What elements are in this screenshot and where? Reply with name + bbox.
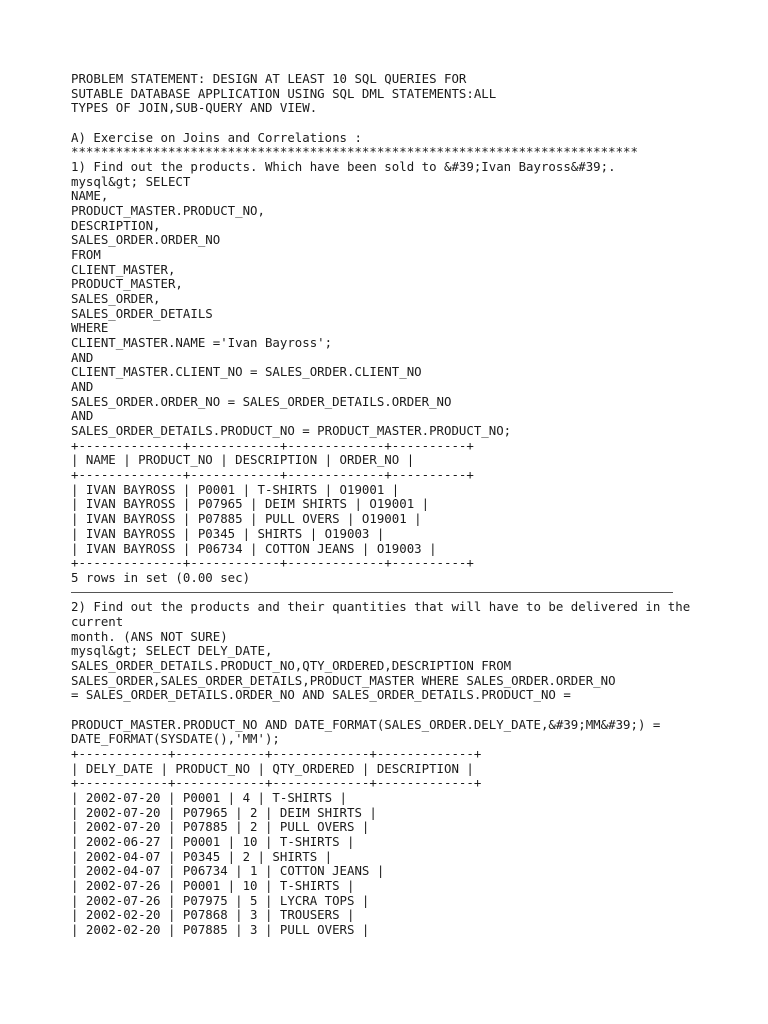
sql-line: FROM — [71, 247, 101, 263]
table-row: | IVAN BAYROSS | P0001 | T-SHIRTS | O19001 | — [71, 481, 400, 497]
table-row: | 2002-06-27 | P0001 | 10 | T-SHIRTS | — [71, 833, 355, 849]
query1-question: 1) Find out the products. Which have been sold to &#39;Ivan Bayross&#39;. — [71, 159, 616, 175]
sql-line: DATE_FORMAT(SYSDATE(),'MM'); — [71, 731, 280, 747]
table-row: | 2002-07-26 | P0001 | 10 | T-SHIRTS | — [71, 877, 355, 893]
sql-line: CLIENT_MASTER, — [71, 261, 176, 277]
table-row: | 2002-07-20 | P0001 | 4 | T-SHIRTS | — [71, 789, 348, 805]
sql-line: mysql&gt; SELECT — [71, 173, 191, 189]
sql-line: AND — [71, 349, 94, 365]
sql-line: SALES_ORDER.ORDER_NO = SALES_ORDER_DETAILS.ORDER_NO — [71, 393, 452, 409]
table-row: | 2002-07-20 | P07885 | 2 | PULL OVERS | — [71, 819, 370, 835]
sql-line: SALES_ORDER, — [71, 291, 161, 307]
table-border: +--------------+------------+-------------+----------+ — [71, 467, 474, 483]
table-row: | IVAN BAYROSS | P07965 | DEIM SHIRTS | O19001 | — [71, 496, 430, 512]
table-row: | 2002-02-20 | P07868 | 3 | TROUSERS | — [71, 907, 355, 923]
table-border: +------------+------------+-------------+-------------+ — [71, 775, 482, 791]
query2-question-line-3: month. (ANS NOT SURE) — [71, 628, 228, 644]
table-row: | 2002-04-07 | P06734 | 1 | COTTON JEANS | — [71, 863, 385, 879]
query2-question-line-2: current — [71, 613, 124, 629]
sql-line: mysql&gt; SELECT DELY_DATE, — [71, 643, 273, 659]
sql-line: NAME, — [71, 188, 109, 204]
sql-line: WHERE — [71, 320, 109, 336]
blank-line — [71, 116, 711, 131]
problem-statement-line-3: TYPES OF JOIN,SUB-QUERY AND VIEW. — [71, 100, 318, 116]
sql-line: SALES_ORDER_DETAILS — [71, 305, 213, 321]
sql-line: PRODUCT_MASTER, — [71, 276, 183, 292]
sql-line: AND — [71, 379, 94, 395]
table-border: +------------+------------+-------------+-------------+ — [71, 745, 482, 761]
sql-line: = SALES_ORDER_DETAILS.ORDER_NO AND SALES_ORDER_DETAILS.PRODUCT_NO = — [71, 687, 571, 703]
sql-line: CLIENT_MASTER.NAME ='Ivan Bayross'; — [71, 335, 333, 351]
sql-line: DESCRIPTION, — [71, 217, 161, 233]
table-header: | DELY_DATE | PRODUCT_NO | QTY_ORDERED | DESCRIPTION | — [71, 760, 474, 776]
blank-line — [71, 703, 711, 718]
table-border: +--------------+------------+-------------+----------+ — [71, 437, 474, 453]
sql-line: SALES_ORDER,SALES_ORDER_DETAILS,PRODUCT_MASTER WHERE SALES_ORDER.ORDER_NO — [71, 672, 616, 688]
problem-statement-line-2: SUTABLE DATABASE APPLICATION USING SQL DML STATEMENTS:ALL — [71, 85, 497, 101]
table-row: | 2002-07-20 | P07965 | 2 | DEIM SHIRTS | — [71, 804, 377, 820]
table-row: | IVAN BAYROSS | P0345 | SHIRTS | O19003 | — [71, 525, 385, 541]
table-header: | NAME | PRODUCT_NO | DESCRIPTION | ORDER_NO | — [71, 452, 415, 468]
table-row: | 2002-07-26 | P07975 | 5 | LYCRA TOPS | — [71, 892, 370, 908]
sql-line: PRODUCT_MASTER.PRODUCT_NO AND DATE_FORMAT(SALES_ORDER.DELY_DATE,&#39;MM&#39;) = — [71, 716, 661, 732]
table-row: | IVAN BAYROSS | P07885 | PULL OVERS | O19001 | — [71, 511, 422, 527]
star-divider: **************************************************************************** — [71, 144, 638, 160]
sql-line: PRODUCT_MASTER.PRODUCT_NO, — [71, 203, 265, 219]
table-row: | 2002-02-20 | P07885 | 3 | PULL OVERS | — [71, 921, 370, 937]
sql-line: CLIENT_MASTER.CLIENT_NO = SALES_ORDER.CLIENT_NO — [71, 364, 422, 380]
document-page — [71, 72, 711, 938]
section-title: A) Exercise on Joins and Correlations : — [71, 129, 362, 145]
sql-line: SALES_ORDER_DETAILS.PRODUCT_NO = PRODUCT_MASTER.PRODUCT_NO; — [71, 423, 512, 439]
sql-line: AND — [71, 408, 94, 424]
table-row: | 2002-04-07 | P0345 | 2 | SHIRTS | — [71, 848, 333, 864]
table-border: +--------------+------------+-------------+----------+ — [71, 555, 474, 571]
problem-statement-line-1: PROBLEM STATEMENT: DESIGN AT LEAST 10 SQL QUERIES FOR — [71, 71, 467, 86]
horizontal-rule — [71, 592, 673, 600]
sql-line: SALES_ORDER.ORDER_NO — [71, 232, 221, 248]
query2-question-line-1: 2) Find out the products and their quantities that will have to be delivered in the — [71, 599, 691, 615]
sql-line: SALES_ORDER_DETAILS.PRODUCT_NO,QTY_ORDERED,DESCRIPTION FROM — [71, 657, 512, 673]
row-count-footer: 5 rows in set (0.00 sec) — [71, 569, 251, 585]
table-row: | IVAN BAYROSS | P06734 | COTTON JEANS | O19003 | — [71, 540, 437, 556]
